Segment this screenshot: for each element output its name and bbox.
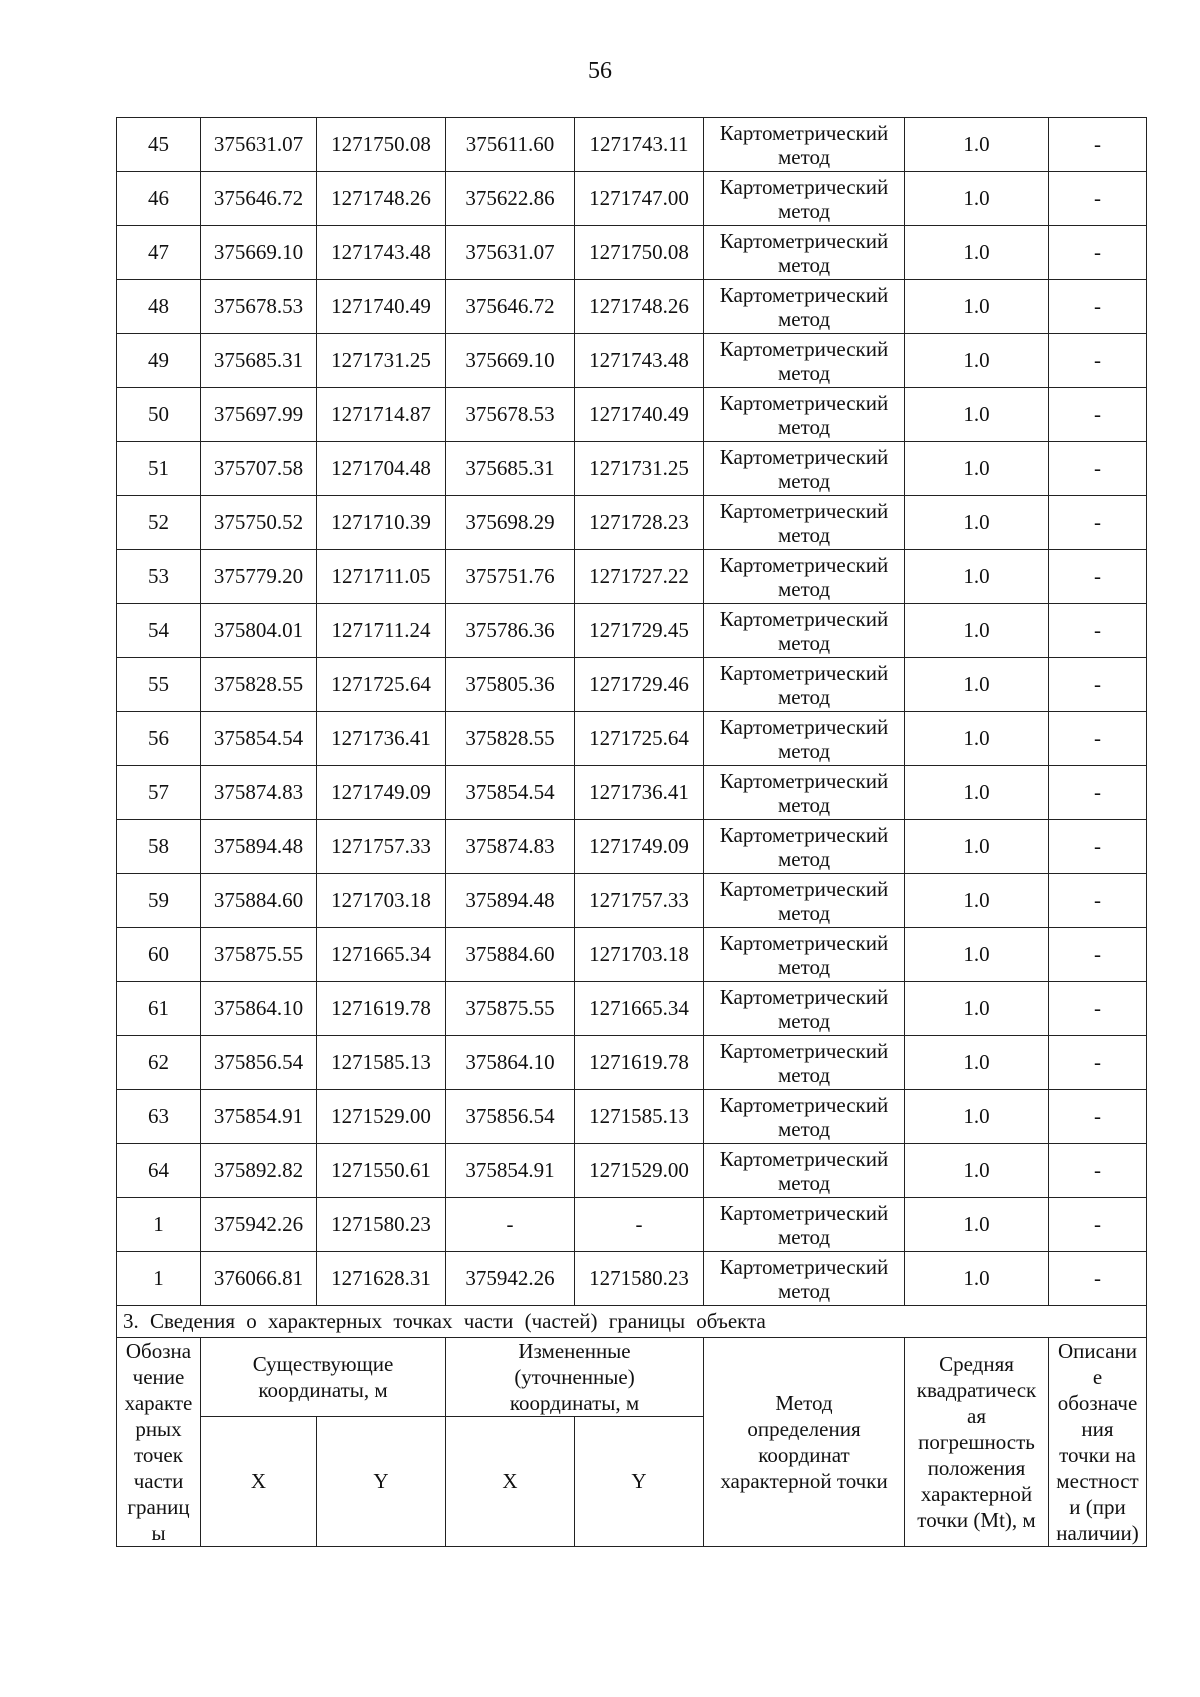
header-line: е bbox=[1092, 1365, 1103, 1389]
header-line: характерной bbox=[920, 1482, 1033, 1506]
cell-existing-y: 1271665.34 bbox=[317, 928, 446, 982]
header-line: границ bbox=[127, 1495, 190, 1519]
cell-point-number: 64 bbox=[117, 1144, 201, 1198]
cell-description: - bbox=[1049, 1090, 1147, 1144]
header-line: наличии) bbox=[1056, 1521, 1139, 1545]
cell-mean-square-error: 1.0 bbox=[905, 928, 1049, 982]
cell-mean-square-error: 1.0 bbox=[905, 1252, 1049, 1306]
method-line: метод bbox=[777, 1278, 831, 1303]
method-line: метод bbox=[777, 630, 831, 655]
cell-changed-x: 375646.72 bbox=[446, 280, 575, 334]
cell-method bbox=[704, 712, 905, 766]
header-line: координаты, м bbox=[258, 1378, 388, 1403]
table-row bbox=[117, 982, 1147, 1036]
cell-method bbox=[704, 1090, 905, 1144]
page-number: 56 bbox=[588, 58, 612, 84]
header-line: характерной точки bbox=[720, 1469, 888, 1493]
cell-changed-x: 375622.86 bbox=[446, 172, 575, 226]
header-line: Метод bbox=[775, 1391, 833, 1415]
header-existing-x: X bbox=[201, 1417, 317, 1547]
cell-changed-x: 375751.76 bbox=[446, 550, 575, 604]
cell-changed-x: 375942.26 bbox=[446, 1252, 575, 1306]
header-line: определения bbox=[747, 1417, 861, 1441]
cell-point-number: 52 bbox=[117, 496, 201, 550]
cell-description: - bbox=[1049, 118, 1147, 172]
cell-method bbox=[704, 550, 905, 604]
header-line: точки на bbox=[1059, 1443, 1136, 1467]
cell-mean-square-error: 1.0 bbox=[905, 820, 1049, 874]
cell-description: - bbox=[1049, 712, 1147, 766]
cell-existing-x: 375828.55 bbox=[201, 658, 317, 712]
cell-mean-square-error: 1.0 bbox=[905, 712, 1049, 766]
cell-changed-y: 1271619.78 bbox=[575, 1036, 704, 1090]
header-line: и (при bbox=[1069, 1495, 1126, 1519]
method-line: Картометрический bbox=[719, 876, 889, 901]
cell-existing-x: 375750.52 bbox=[201, 496, 317, 550]
cell-point-number: 1 bbox=[117, 1252, 201, 1306]
cell-existing-x: 375874.83 bbox=[201, 766, 317, 820]
cell-description: - bbox=[1049, 1144, 1147, 1198]
method-line: метод bbox=[777, 1008, 831, 1033]
method-line: Картометрический bbox=[719, 282, 889, 307]
table-row bbox=[117, 874, 1147, 928]
header-line: координат bbox=[758, 1443, 850, 1467]
cell-method bbox=[704, 388, 905, 442]
method-line: метод bbox=[777, 1116, 831, 1141]
cell-changed-y: 1271731.25 bbox=[575, 442, 704, 496]
cell-changed-x: 375894.48 bbox=[446, 874, 575, 928]
header-line: ния bbox=[1081, 1417, 1114, 1441]
method-line: метод bbox=[777, 1224, 831, 1249]
table-row bbox=[117, 280, 1147, 334]
method-line: метод bbox=[777, 252, 831, 277]
cell-existing-y: 1271710.39 bbox=[317, 496, 446, 550]
cell-description: - bbox=[1049, 766, 1147, 820]
header-description bbox=[1049, 1338, 1147, 1547]
cell-existing-x: 375779.20 bbox=[201, 550, 317, 604]
header-existing-y: Y bbox=[317, 1417, 446, 1547]
cell-changed-y: 1271729.45 bbox=[575, 604, 704, 658]
cell-description: - bbox=[1049, 388, 1147, 442]
cell-mean-square-error: 1.0 bbox=[905, 118, 1049, 172]
method-line: метод bbox=[777, 738, 831, 763]
cell-existing-y: 1271736.41 bbox=[317, 712, 446, 766]
method-line: метод bbox=[777, 468, 831, 493]
method-line: метод bbox=[777, 522, 831, 547]
cell-method bbox=[704, 1252, 905, 1306]
cell-changed-y: 1271757.33 bbox=[575, 874, 704, 928]
cell-method bbox=[704, 496, 905, 550]
cell-description: - bbox=[1049, 550, 1147, 604]
table-row bbox=[117, 1036, 1147, 1090]
cell-method bbox=[704, 604, 905, 658]
method-line: метод bbox=[777, 792, 831, 817]
method-line: Картометрический bbox=[719, 660, 889, 685]
cell-point-number: 56 bbox=[117, 712, 201, 766]
header-line: ая bbox=[967, 1404, 986, 1428]
cell-changed-y: 1271747.00 bbox=[575, 172, 704, 226]
cell-changed-y: 1271740.49 bbox=[575, 388, 704, 442]
cell-changed-x: 375685.31 bbox=[446, 442, 575, 496]
header-line: погрешность bbox=[918, 1430, 1035, 1454]
cell-existing-x: 375942.26 bbox=[201, 1198, 317, 1252]
method-line: метод bbox=[777, 1062, 831, 1087]
cell-existing-y: 1271711.05 bbox=[317, 550, 446, 604]
cell-description: - bbox=[1049, 442, 1147, 496]
cell-changed-y: 1271725.64 bbox=[575, 712, 704, 766]
cell-mean-square-error: 1.0 bbox=[905, 496, 1049, 550]
cell-existing-y: 1271704.48 bbox=[317, 442, 446, 496]
cell-changed-y: 1271665.34 bbox=[575, 982, 704, 1036]
table-row bbox=[117, 496, 1147, 550]
cell-existing-y: 1271628.31 bbox=[317, 1252, 446, 1306]
table-row bbox=[117, 226, 1147, 280]
cell-point-number: 49 bbox=[117, 334, 201, 388]
method-line: метод bbox=[777, 846, 831, 871]
cell-changed-y: 1271749.09 bbox=[575, 820, 704, 874]
header-line: части bbox=[133, 1469, 184, 1493]
cell-existing-y: 1271749.09 bbox=[317, 766, 446, 820]
method-line: Картометрический bbox=[719, 390, 889, 415]
table-row bbox=[117, 1144, 1147, 1198]
cell-existing-y: 1271750.08 bbox=[317, 118, 446, 172]
header-changed-y: Y bbox=[575, 1417, 704, 1547]
cell-changed-x: 375874.83 bbox=[446, 820, 575, 874]
cell-existing-x: 375631.07 bbox=[201, 118, 317, 172]
method-line: Картометрический bbox=[719, 1200, 889, 1225]
cell-changed-y: - bbox=[575, 1198, 704, 1252]
cell-point-number: 59 bbox=[117, 874, 201, 928]
cell-method bbox=[704, 118, 905, 172]
table-row bbox=[117, 658, 1147, 712]
cell-description: - bbox=[1049, 1252, 1147, 1306]
method-line: метод bbox=[777, 1170, 831, 1195]
method-line: Картометрический bbox=[719, 552, 889, 577]
header-line: положения bbox=[927, 1456, 1026, 1480]
cell-existing-y: 1271714.87 bbox=[317, 388, 446, 442]
header-changed-x: X bbox=[446, 1417, 575, 1547]
cell-point-number: 57 bbox=[117, 766, 201, 820]
method-line: Картометрический bbox=[719, 498, 889, 523]
cell-changed-x: 375864.10 bbox=[446, 1036, 575, 1090]
table-row bbox=[117, 820, 1147, 874]
cell-mean-square-error: 1.0 bbox=[905, 1090, 1049, 1144]
cell-mean-square-error: 1.0 bbox=[905, 766, 1049, 820]
cell-existing-y: 1271711.24 bbox=[317, 604, 446, 658]
cell-changed-x: 375611.60 bbox=[446, 118, 575, 172]
cell-method bbox=[704, 442, 905, 496]
cell-description: - bbox=[1049, 928, 1147, 982]
cell-mean-square-error: 1.0 bbox=[905, 874, 1049, 928]
cell-changed-x: 375786.36 bbox=[446, 604, 575, 658]
cell-existing-x: 375707.58 bbox=[201, 442, 317, 496]
cell-existing-x: 375864.10 bbox=[201, 982, 317, 1036]
header-line: точек bbox=[134, 1443, 183, 1467]
cell-point-number: 63 bbox=[117, 1090, 201, 1144]
cell-description: - bbox=[1049, 1036, 1147, 1090]
section-3-header bbox=[117, 1306, 1147, 1547]
cell-existing-x: 375892.82 bbox=[201, 1144, 317, 1198]
table-row bbox=[117, 1252, 1147, 1306]
method-line: Картометрический bbox=[719, 1092, 889, 1117]
cell-description: - bbox=[1049, 982, 1147, 1036]
cell-description: - bbox=[1049, 172, 1147, 226]
cell-changed-y: 1271585.13 bbox=[575, 1090, 704, 1144]
cell-existing-x: 375697.99 bbox=[201, 388, 317, 442]
cell-changed-y: 1271729.46 bbox=[575, 658, 704, 712]
cell-existing-y: 1271550.61 bbox=[317, 1144, 446, 1198]
table-row bbox=[117, 550, 1147, 604]
table-row bbox=[117, 388, 1147, 442]
header-line: ы bbox=[151, 1521, 166, 1545]
header-mean-square-error bbox=[905, 1338, 1049, 1547]
method-line: метод bbox=[777, 360, 831, 385]
cell-existing-x: 375804.01 bbox=[201, 604, 317, 658]
cell-changed-y: 1271580.23 bbox=[575, 1252, 704, 1306]
cell-mean-square-error: 1.0 bbox=[905, 172, 1049, 226]
cell-point-number: 62 bbox=[117, 1036, 201, 1090]
method-line: Картометрический bbox=[719, 228, 889, 253]
cell-changed-x: 375854.54 bbox=[446, 766, 575, 820]
boundary-points-table bbox=[116, 117, 1147, 1547]
cell-description: - bbox=[1049, 226, 1147, 280]
method-line: метод bbox=[777, 954, 831, 979]
method-line: Картометрический bbox=[719, 822, 889, 847]
cell-existing-x: 375646.72 bbox=[201, 172, 317, 226]
method-line: метод bbox=[777, 576, 831, 601]
table-row bbox=[117, 928, 1147, 982]
header-changed-coordinates bbox=[446, 1338, 704, 1417]
cell-mean-square-error: 1.0 bbox=[905, 334, 1049, 388]
header-line: координаты, м bbox=[509, 1391, 640, 1416]
cell-changed-y: 1271703.18 bbox=[575, 928, 704, 982]
header-line: местност bbox=[1056, 1469, 1139, 1493]
cell-description: - bbox=[1049, 280, 1147, 334]
table-row bbox=[117, 604, 1147, 658]
cell-changed-x: 375698.29 bbox=[446, 496, 575, 550]
cell-existing-y: 1271703.18 bbox=[317, 874, 446, 928]
table-row bbox=[117, 334, 1147, 388]
method-line: Картометрический bbox=[719, 120, 889, 145]
cell-mean-square-error: 1.0 bbox=[905, 1198, 1049, 1252]
cell-existing-x: 376066.81 bbox=[201, 1252, 317, 1306]
cell-method bbox=[704, 766, 905, 820]
table-row bbox=[117, 766, 1147, 820]
cell-existing-y: 1271731.25 bbox=[317, 334, 446, 388]
cell-changed-y: 1271736.41 bbox=[575, 766, 704, 820]
cell-changed-x: 375884.60 bbox=[446, 928, 575, 982]
cell-changed-y: 1271748.26 bbox=[575, 280, 704, 334]
method-line: метод bbox=[777, 306, 831, 331]
method-line: Картометрический bbox=[719, 174, 889, 199]
cell-method bbox=[704, 820, 905, 874]
header-line: чение bbox=[132, 1365, 185, 1389]
header-line: Измененные bbox=[518, 1339, 631, 1364]
header-line: точки (Mt), м bbox=[917, 1508, 1036, 1532]
cell-mean-square-error: 1.0 bbox=[905, 982, 1049, 1036]
cell-existing-x: 375854.91 bbox=[201, 1090, 317, 1144]
cell-description: - bbox=[1049, 820, 1147, 874]
header-line: Обозна bbox=[125, 1339, 192, 1363]
header-line: (уточненные) bbox=[514, 1365, 635, 1390]
header-existing-coordinates bbox=[201, 1338, 446, 1417]
method-line: Картометрический bbox=[719, 930, 889, 955]
cell-changed-y: 1271727.22 bbox=[575, 550, 704, 604]
cell-changed-x: 375875.55 bbox=[446, 982, 575, 1036]
cell-changed-x: - bbox=[446, 1198, 575, 1252]
cell-point-number: 47 bbox=[117, 226, 201, 280]
cell-description: - bbox=[1049, 496, 1147, 550]
cell-description: - bbox=[1049, 874, 1147, 928]
cell-changed-x: 375805.36 bbox=[446, 658, 575, 712]
header-method bbox=[704, 1338, 905, 1547]
cell-mean-square-error: 1.0 bbox=[905, 550, 1049, 604]
cell-existing-x: 375875.55 bbox=[201, 928, 317, 982]
cell-point-number: 45 bbox=[117, 118, 201, 172]
cell-existing-y: 1271619.78 bbox=[317, 982, 446, 1036]
cell-point-number: 60 bbox=[117, 928, 201, 982]
cell-existing-y: 1271585.13 bbox=[317, 1036, 446, 1090]
cell-method bbox=[704, 172, 905, 226]
cell-changed-x: 375678.53 bbox=[446, 388, 575, 442]
cell-method bbox=[704, 982, 905, 1036]
cell-point-number: 50 bbox=[117, 388, 201, 442]
cell-mean-square-error: 1.0 bbox=[905, 442, 1049, 496]
table-row bbox=[117, 442, 1147, 496]
cell-changed-y: 1271743.48 bbox=[575, 334, 704, 388]
header-line: обозначе bbox=[1057, 1391, 1138, 1415]
cell-mean-square-error: 1.0 bbox=[905, 226, 1049, 280]
header-line: квадратическ bbox=[916, 1378, 1037, 1402]
cell-changed-y: 1271728.23 bbox=[575, 496, 704, 550]
cell-existing-x: 375856.54 bbox=[201, 1036, 317, 1090]
cell-method bbox=[704, 1144, 905, 1198]
cell-mean-square-error: 1.0 bbox=[905, 388, 1049, 442]
method-line: метод bbox=[777, 144, 831, 169]
method-line: Картометрический bbox=[719, 768, 889, 793]
table-row bbox=[117, 1198, 1147, 1252]
cell-point-number: 58 bbox=[117, 820, 201, 874]
cell-method bbox=[704, 874, 905, 928]
cell-existing-y: 1271725.64 bbox=[317, 658, 446, 712]
cell-point-number: 46 bbox=[117, 172, 201, 226]
header-designation bbox=[117, 1338, 201, 1547]
cell-method bbox=[704, 658, 905, 712]
header-line: Описани bbox=[1057, 1339, 1138, 1363]
cell-existing-y: 1271757.33 bbox=[317, 820, 446, 874]
cell-point-number: 55 bbox=[117, 658, 201, 712]
cell-changed-x: 375854.91 bbox=[446, 1144, 575, 1198]
cell-mean-square-error: 1.0 bbox=[905, 280, 1049, 334]
cell-existing-y: 1271748.26 bbox=[317, 172, 446, 226]
cell-mean-square-error: 1.0 bbox=[905, 604, 1049, 658]
cell-description: - bbox=[1049, 1198, 1147, 1252]
cell-changed-y: 1271529.00 bbox=[575, 1144, 704, 1198]
cell-changed-y: 1271750.08 bbox=[575, 226, 704, 280]
cell-method bbox=[704, 928, 905, 982]
header-line: характе bbox=[124, 1391, 193, 1415]
method-line: Картометрический bbox=[719, 1146, 889, 1171]
table-row bbox=[117, 172, 1147, 226]
cell-point-number: 61 bbox=[117, 982, 201, 1036]
method-line: Картометрический bbox=[719, 1254, 889, 1279]
method-line: Картометрический bbox=[719, 714, 889, 739]
cell-changed-x: 375828.55 bbox=[446, 712, 575, 766]
table-body bbox=[117, 118, 1147, 1306]
cell-mean-square-error: 1.0 bbox=[905, 1036, 1049, 1090]
cell-method bbox=[704, 226, 905, 280]
cell-description: - bbox=[1049, 334, 1147, 388]
cell-mean-square-error: 1.0 bbox=[905, 658, 1049, 712]
cell-method bbox=[704, 334, 905, 388]
cell-point-number: 53 bbox=[117, 550, 201, 604]
cell-existing-x: 375854.54 bbox=[201, 712, 317, 766]
cell-point-number: 51 bbox=[117, 442, 201, 496]
cell-point-number: 48 bbox=[117, 280, 201, 334]
method-line: метод bbox=[777, 900, 831, 925]
cell-existing-x: 375894.48 bbox=[201, 820, 317, 874]
table-row bbox=[117, 712, 1147, 766]
cell-existing-y: 1271743.48 bbox=[317, 226, 446, 280]
cell-existing-y: 1271529.00 bbox=[317, 1090, 446, 1144]
cell-existing-y: 1271740.49 bbox=[317, 280, 446, 334]
method-line: метод bbox=[777, 198, 831, 223]
cell-changed-x: 375856.54 bbox=[446, 1090, 575, 1144]
cell-mean-square-error: 1.0 bbox=[905, 1144, 1049, 1198]
cell-existing-x: 375669.10 bbox=[201, 226, 317, 280]
method-line: метод bbox=[777, 684, 831, 709]
cell-method bbox=[704, 1036, 905, 1090]
cell-changed-x: 375631.07 bbox=[446, 226, 575, 280]
cell-method bbox=[704, 1198, 905, 1252]
header-line: Средняя bbox=[939, 1352, 1014, 1376]
method-line: Картометрический bbox=[719, 984, 889, 1009]
cell-point-number: 1 bbox=[117, 1198, 201, 1252]
method-line: Картометрический bbox=[719, 1038, 889, 1063]
section-title: 3. Сведения о характерных точках части (частей) границы объекта bbox=[117, 1306, 1147, 1338]
cell-existing-y: 1271580.23 bbox=[317, 1198, 446, 1252]
cell-changed-y: 1271743.11 bbox=[575, 118, 704, 172]
table-row bbox=[117, 1090, 1147, 1144]
cell-existing-x: 375685.31 bbox=[201, 334, 317, 388]
header-line: Существующие bbox=[252, 1352, 394, 1377]
cell-changed-x: 375669.10 bbox=[446, 334, 575, 388]
method-line: метод bbox=[777, 414, 831, 439]
cell-existing-x: 375884.60 bbox=[201, 874, 317, 928]
method-line: Картометрический bbox=[719, 336, 889, 361]
cell-description: - bbox=[1049, 604, 1147, 658]
cell-method bbox=[704, 280, 905, 334]
cell-existing-x: 375678.53 bbox=[201, 280, 317, 334]
header-line: рных bbox=[135, 1417, 182, 1441]
cell-point-number: 54 bbox=[117, 604, 201, 658]
cell-description: - bbox=[1049, 658, 1147, 712]
method-line: Картометрический bbox=[719, 444, 889, 469]
table-row bbox=[117, 118, 1147, 172]
method-line: Картометрический bbox=[719, 606, 889, 631]
